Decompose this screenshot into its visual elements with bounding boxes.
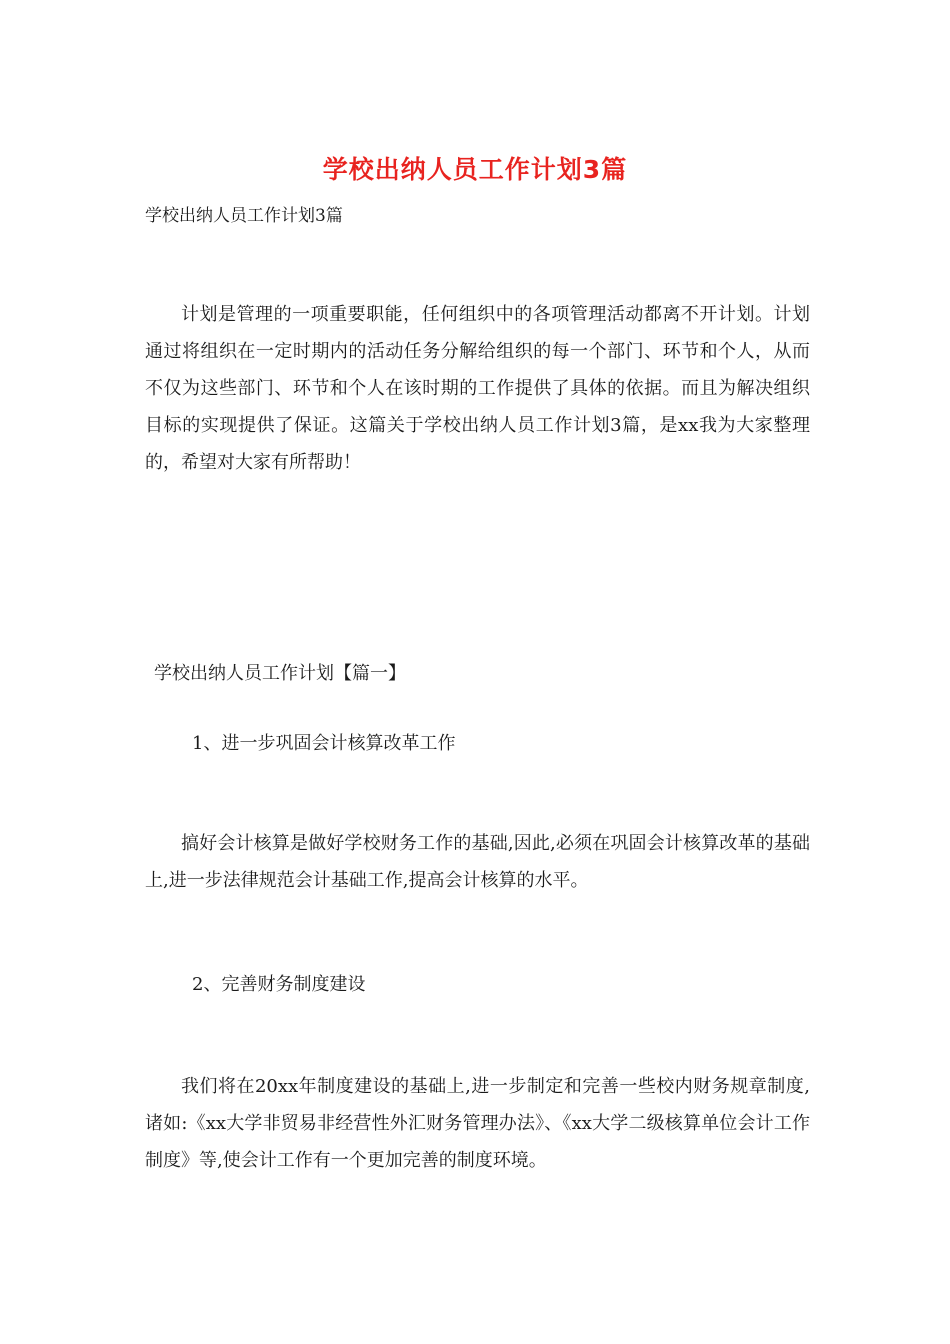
document-subtitle: 学校出纳人员工作计划3篇 — [145, 206, 343, 226]
item-body-1: 搞好会计核算是做好学校财务工作的基础,因此,必须在巩固会计核算改革的基础上,进一步法律规范会计基础工作,提高会计核算的水平。 — [145, 833, 810, 891]
item-body-2: 我们将在20xx年制度建设的基础上,进一步制定和完善一些校内财务规章制度,诸如:《xx大学非贸易非经营性外汇财务管理办法》、《xx大学二级核算单位会计工作制度》等,使会计工作有一个更加完善的制度环境。 — [145, 1076, 810, 1171]
item-heading-2: 2、完善财务制度建设 — [192, 974, 366, 995]
intro-paragraph: 计划是管理的一项重要职能，任何组织中的各项管理活动都离不开计划。计划通过将组织在一定时期内的活动任务分解给组织的每一个部门、环节和个人，从而不仅为这些部门、环节和个人在该时期的工作提供了具体的依据。而且为解决组织目标的实现提供了保证。这篇关于学校出纳人员工作计划3篇，是xx我为大家整理的，希望对大家有所帮助！ — [145, 304, 810, 473]
document-title: 学校出纳人员工作计划3篇 — [322, 155, 628, 184]
item-heading-1: 1、进一步巩固会计核算改革工作 — [192, 733, 456, 754]
section-heading: 学校出纳人员工作计划【篇一】 — [154, 663, 406, 684]
